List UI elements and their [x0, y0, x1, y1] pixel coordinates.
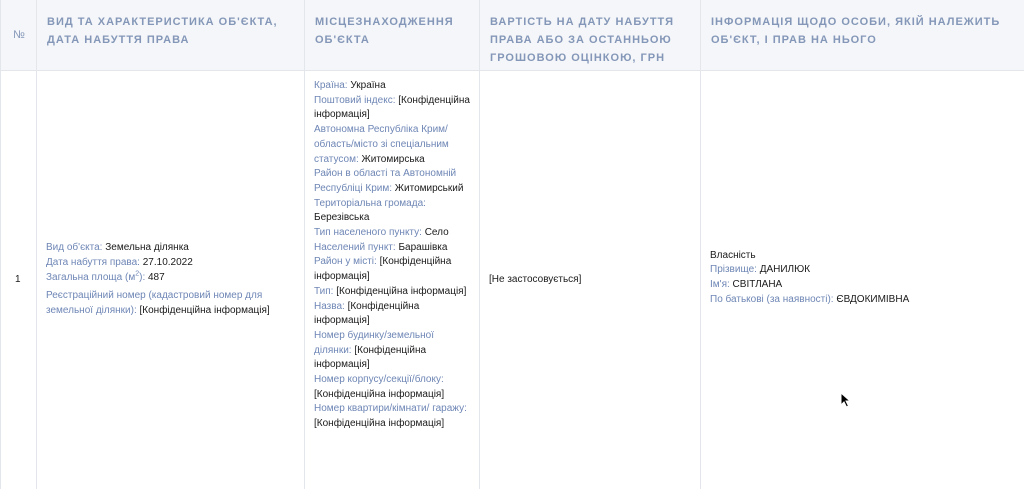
value-cell: [480, 71, 701, 489]
owner-surname: Прізвище: ДАНИЛЮК: [710, 264, 811, 276]
value-text: [Не застосовується]: [489, 273, 582, 285]
location-city-district: Район у місті: [Конфіденційна інформація]: [314, 256, 452, 283]
object-type: Вид об'єкта: Земельна ділянка: [46, 242, 189, 254]
header-location: МІСЦЕЗНАХОДЖЕННЯ ОБ'ЄКТА: [315, 16, 454, 46]
owner-name: Ім'я: СВІТЛАНА: [710, 279, 783, 290]
owner-patronymic: По батькові (за наявності): ЄВДОКИМІВНА: [710, 293, 910, 305]
location-settlement: Населений пункт: Барашівка: [314, 241, 448, 253]
header-value: ВАРТІСТЬ НА ДАТУ НАБУТТЯ ПРАВА АБО ЗА ОСТАННЬОЮ ГРОШОВОЮ ОЦІНКОЮ, ГРН: [490, 16, 675, 64]
location-postal: Поштовий індекс: [Конфіденційна інформація]: [314, 94, 470, 121]
acquisition-date: Дата набуття права: 27.10.2022: [46, 256, 193, 268]
location-building: Номер корпусу/секції/блоку: [Конфіденційна інформація]: [314, 374, 445, 400]
location-cell: [305, 71, 480, 489]
total-area: Загальна площа $(м^2)$: 487: [46, 270, 165, 283]
location-district: Район в області та Автономній Республіці Крим: Житомирський: [314, 168, 464, 194]
owner-info-cell: [701, 71, 1024, 489]
location-region: Автономна Республіка Крим/ область/місто зі спеціальним статусом: Житомирська: [314, 124, 449, 165]
location-settlement-type: Тип населеного пункту: Село: [314, 227, 449, 239]
location-house: Номер будинку/земельної ділянки: [Конфіденційна інформація]: [314, 329, 434, 371]
registration-number: Реєстраційний номер (кадастровий номер для земельної ділянки): [Конфіденційна інформація]: [46, 290, 270, 317]
location-street-type: Тип: [Конфіденційна інформація]: [314, 285, 467, 297]
location-country: Країна: Україна: [314, 80, 386, 91]
row-number: 1: [15, 273, 21, 285]
ownership-right: Власність: [710, 249, 756, 261]
table-row: [1, 71, 1024, 489]
mouse-pointer-icon: [840, 392, 852, 408]
header-owner-info: ІНФОРМАЦІЯ ЩОДО ОСОБИ, ЯКІЙ НАЛЕЖИТЬ ОБ'ЄКТ, І ПРАВ НА НЬОГО: [711, 16, 1001, 46]
location-community: Територіальна громада: Березівська: [314, 197, 426, 224]
location-street-name: Назва: [Конфіденційна інформація]: [314, 300, 420, 327]
object-info-cell: [37, 71, 305, 489]
header-number: №: [13, 29, 25, 41]
location-apartment: Номер квартири/кімнати/ гаражу: [Конфіденційна інформація]: [314, 403, 467, 430]
header-object-type: ВИД ТА ХАРАКТЕРИСТИКА ОБ'ЄКТА, ДАТА НАБУТТЯ ПРАВА: [47, 16, 278, 46]
